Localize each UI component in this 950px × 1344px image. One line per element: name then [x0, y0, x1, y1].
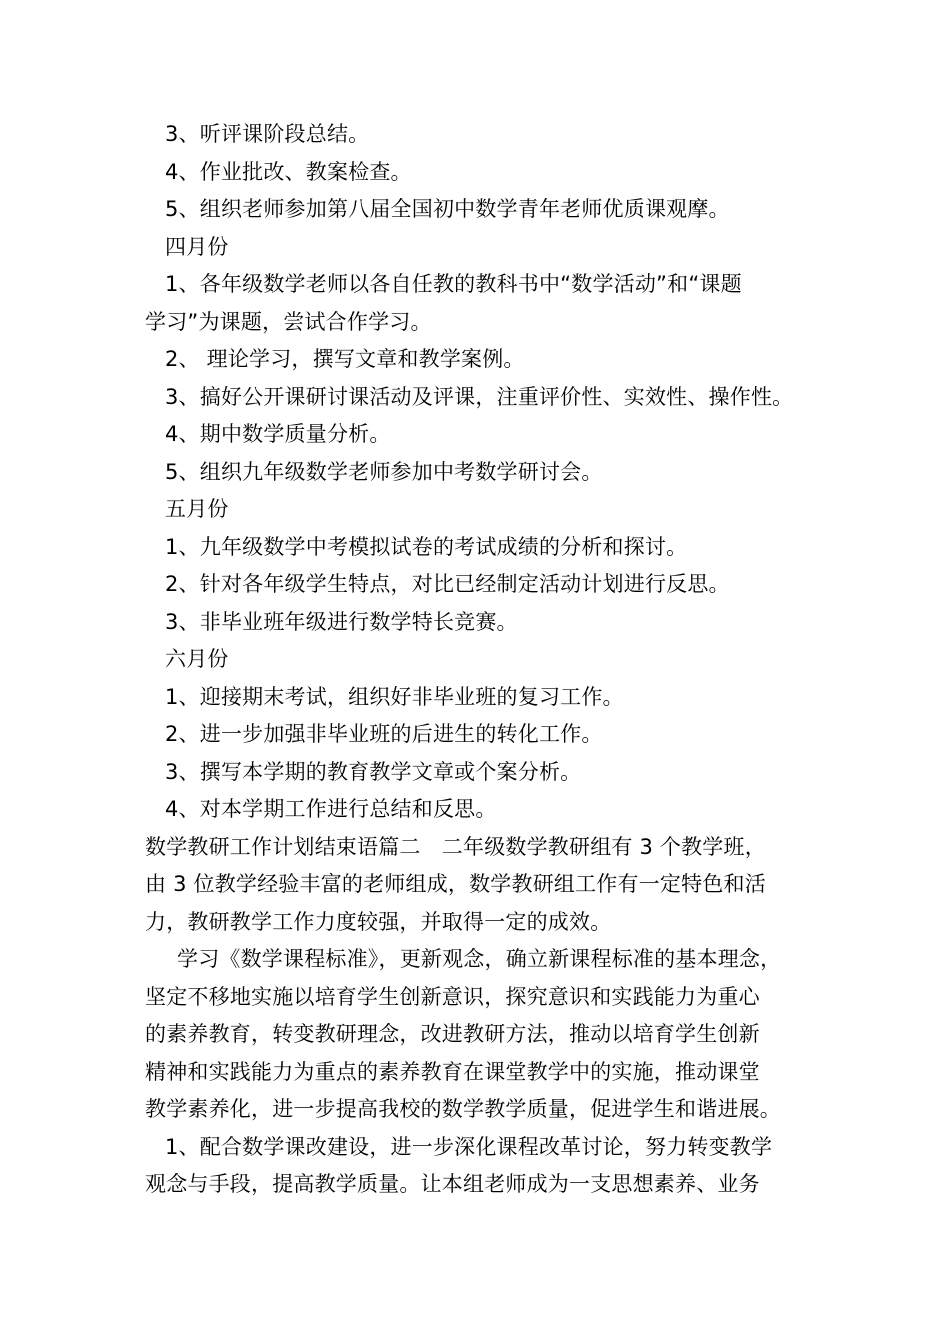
text-line: 教学素养化，进一步提高我校的数学教学质量，促进学生和谐进展。 — [145, 1097, 781, 1121]
text-line: 1、迎接期末考试，组织好非毕业班的复习工作。 — [165, 684, 624, 709]
text-line: 3、听评课阶段总结。 — [165, 122, 370, 146]
text-line: 4、作业批改、教案检查。 — [165, 159, 412, 184]
text-line: 学习《数学课程标准》，更新观念，确立新课程标准的基本理念， — [177, 947, 782, 971]
text-line: 1、各年级数学老师以各自任教的教科书中“数学活动”和“课题 — [165, 272, 742, 296]
text-line: 5、组织老师参加第八届全国初中数学青年老师优质课观摩。 — [165, 197, 730, 221]
text-line: 5、组织九年级数学老师参加中考数学研讨会。 — [165, 459, 603, 484]
text-line: 4、期中数学质量分析。 — [165, 422, 391, 446]
text-line: 3、搞好公开课研讨课活动及评课，注重评价性、实效性、操作性。 — [165, 384, 794, 409]
text-line: 观念与手段，提高教学质量。让本组老师成为一支思想素养、业务 — [145, 1172, 760, 1196]
text-line: 2、进一步加强非毕业班的后进生的转化工作。 — [165, 722, 603, 746]
text-line: 1、配合数学课改建设，进一步深化课程改革讨论，努力转变教学 — [165, 1134, 773, 1159]
section-heading-may: 五月份 — [165, 497, 229, 521]
text-line: 学习”为课题，尝试合作学习。 — [145, 309, 432, 334]
text-line: 3、非毕业班年级进行数学特长竞赛。 — [165, 609, 518, 634]
section-heading-june: 六月份 — [165, 647, 229, 671]
text-line: 2、 理论学习，撰写文章和教学案例。 — [165, 347, 525, 371]
text-line: 由 3 位教学经验丰富的老师组成，数学教研组工作有一定特色和活 — [145, 872, 766, 896]
document-body — [145, 116, 825, 1204]
text-line: 3、撰写本学期的教育教学文章或个案分析。 — [165, 759, 582, 784]
text-line: 的素养教育，转变教研理念，改进教研方法，推动以培育学生创新 — [145, 1022, 760, 1046]
text-line: 2、针对各年级学生特点，对比已经制定活动计划进行反思。 — [165, 572, 730, 596]
section-heading-april: 四月份 — [165, 234, 229, 259]
text-line: 坚定不移地实施以培育学生创新意识，探究意识和实践能力为重心 — [145, 984, 760, 1009]
text-line: 力，教研教学工作力度较强，并取得一定的成效。 — [145, 909, 612, 934]
text-line: 精神和实践能力为重点的素养教育在课堂教学中的实施，推动课堂 — [145, 1059, 760, 1084]
text-line: 1、九年级数学中考模拟试卷的考试成绩的分析和探讨。 — [165, 534, 688, 559]
paragraph-title-line: 数学教研工作计划结束语篇二 二年级数学教研组有 3 个教学班， — [145, 834, 766, 859]
text-line: 4、对本学期工作进行总结和反思。 — [165, 797, 497, 821]
